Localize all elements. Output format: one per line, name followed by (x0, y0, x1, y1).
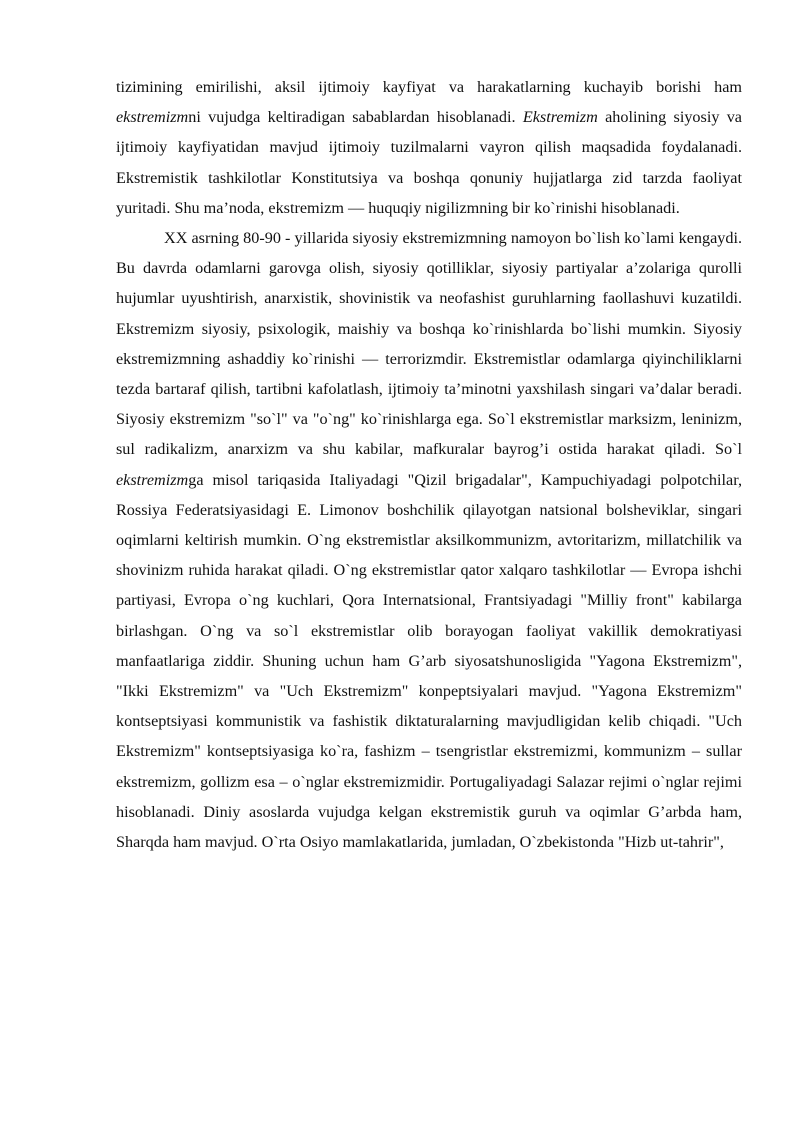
text-run: aholining siyosiy va ijtimoiy kayfiyatidan mavjud ijtimoiy tuzilmalarni vayron qilish maqsadida foydalanadi. Ekstremistik tashkilotlar Konstitutsiya va boshqa qonuniy hujjatlarga zid tarzda faoliyat yuritadi. Shu ma’noda, ekstremizm — huquqiy nigilizmning bir ko`rinishi hisoblanadi. (116, 108, 742, 217)
text-run: ga misol tariqasida Italiyadagi "Qizil brigadalar", Kampuchiyadagi polpotchilar, Rossiya Federatsiyasidagi E. Limonov boshchilik qilayotgan natsional bolsheviklar, singari oqimlarni keltirish mumkin. O`ng ekstremistlar aksilkommunizm, avtoritarizm, millatchilik va shovinizm ruhida harakat qiladi. O`ng ekstremistlar qator xalqaro tashkilotlar — Evropa ishchi partiyasi, Evropa o`ng kuchlari, Qora Internatsional, Frantsiyadagi "Milliy front" kabilarga birlashgan. O`ng va so`l ekstremistlar olib borayogan faoliyat vakillik demokratiyasi manfaatlariga ziddir. Shuning uchun ham G’arb siyosatshunosligida "Yagona Ekstremizm", "Ikki Ekstremizm" va "Uch Ekstremizm" konpeptsiyalari mavjud. "Yagona Ekstremizm" kontseptsiyasi kommunistik va fashistik diktaturalarning mavjudligidan kelib chiqadi. "Uch Ekstremizm" kontseptsiyasiga ko`ra, fashizm – tsengristlar ekstremizmi, kommunizm – sullar ekstremizm, gollizm esa – o`nglar ekstremizmidir. Portugaliyadagi Salazar rejimi o`nglar rejimi hisoblanadi. Diniy asoslarda vujudga kelgan ekstremistik guruh va oqimlar G’arbda ham, Sharqda ham mavjud. O`rta Osiyo mamlakatlarida, jumladan, O`zbekistonda "Hizb ut-tahrir", (116, 470, 742, 852)
italic-term: ekstremizm (116, 108, 189, 127)
paragraph-1 (116, 72, 742, 223)
document-page (116, 72, 742, 857)
text-run: tizimining emirilishi, aksil ijtimoiy kayfiyat va harakatlarning kuchayib borishi ham (116, 78, 742, 96)
paragraph-2 (116, 223, 742, 857)
text-run: ni vujudga keltiradigan sabablardan hisoblanadi. (188, 108, 523, 127)
italic-term: Ekstremizm (522, 108, 598, 127)
text-run: XX asrning 80-90 - yillarida siyosiy ekstremizmning namoyon bo`lish ko`lami kengaydi. Bu davrda odamlarni garovga olish, siyosiy qotilliklar, siyosiy partiyalar a’zolariga qurolli hujumlar uyushtirish, anarxistik, shovinistik va neofashist guruhlarning faollashuvi kuzatildi. Ekstremizm siyosiy, psixologik, maishiy va boshqa ko`rinishlarda bo`lishi mumkin. Siyosiy ekstremizmning ashaddiy ko`rinishi — terrorizmdir. Ekstremistlar odamlarga qiyinchiliklarni tezda bartaraf qilish, tartibni kafolatlash, ijtimoiy ta’minotni yaxshilash singari va’dalar beradi. Siyosiy ekstremizm "so`l" va "o`ng" ko`rinishlarga ega. So`l ekstremistlar marksizm, leninizm, sul radikalizm, anarxizm va shu kabilar, mafkuralar bayrog’i ostida harakat qiladi. So`l (116, 229, 742, 459)
italic-term: ekstremizm (116, 470, 189, 489)
